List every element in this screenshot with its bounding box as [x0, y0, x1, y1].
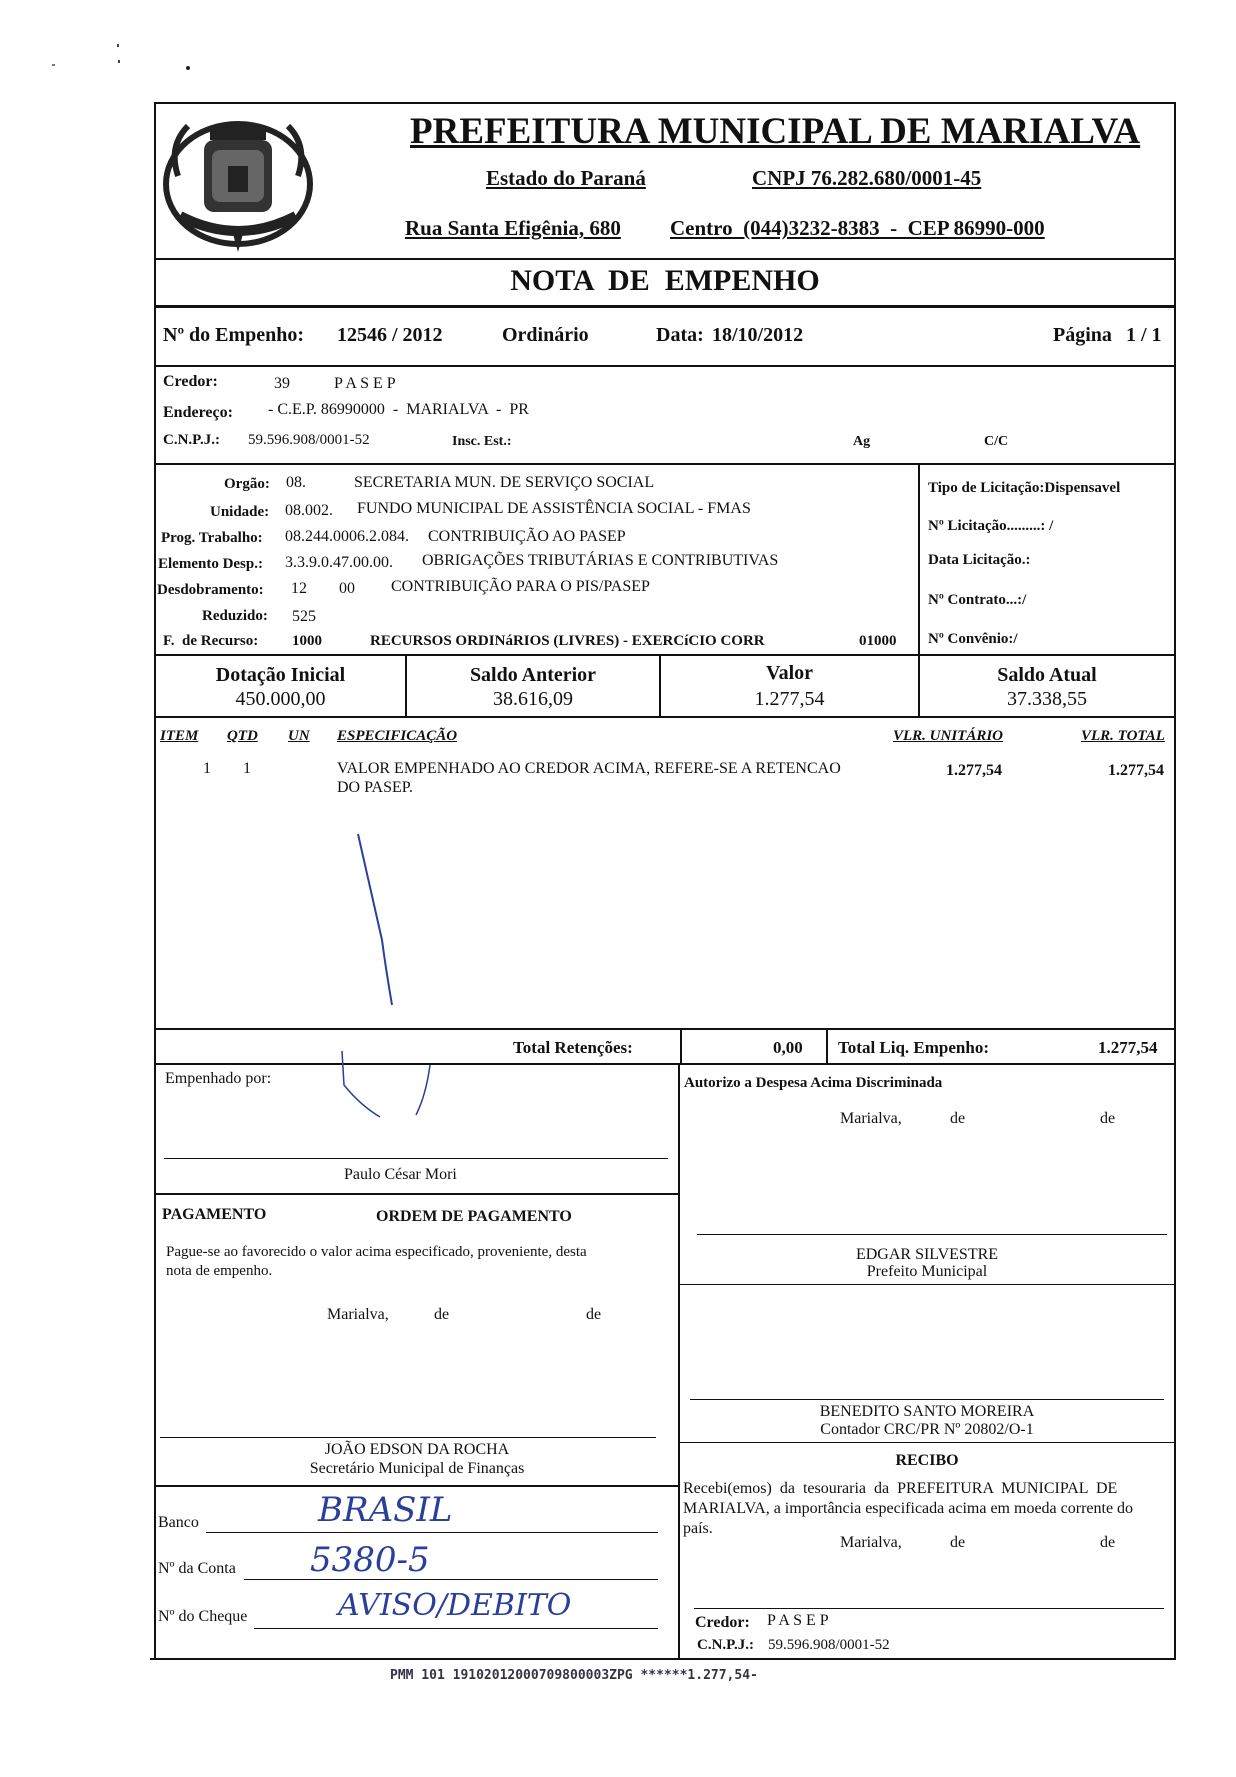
dotacao-label: Dotação Inicial — [215, 664, 346, 686]
col-valor-unitario: VLR. UNITÁRIO — [893, 728, 1004, 744]
total-liq-label: Total Liq. Empenho: — [838, 1038, 989, 1057]
ag-label: Ag — [853, 434, 871, 449]
prog-trabalho-label: Prog. Trabalho: — [161, 530, 263, 546]
conta-value: 5380-5 — [310, 1540, 430, 1580]
desdobramento-desc: CONTRIBUIÇÃO PARA O PIS/PASEP — [391, 578, 650, 595]
banco-value: BRASIL — [318, 1490, 453, 1530]
address-label: Rua Santa Efigênia, 680 — [405, 216, 621, 240]
prog-trabalho-desc: CONTRIBUIÇÃO AO PASEP — [428, 528, 626, 545]
prog-trabalho-code: 08.244.0006.2.084. — [285, 528, 409, 545]
recibo-de2: de — [1100, 1534, 1116, 1551]
total-retencoes-label: Total Retenções: — [513, 1038, 633, 1057]
dotacao-value: 450.000,00 — [235, 688, 326, 710]
recurso-desc: RECURSOS ORDINáRIOS (LIVRES) - EXERCíCIO CORR — [370, 633, 765, 649]
desdobramento-label: Desdobramento: — [157, 582, 264, 598]
recibo-label: RECIBO — [895, 1452, 959, 1469]
address-contact: Centro (044)3232-8383 - CEP 86990-000 — [670, 216, 1045, 240]
empenho-type: Ordinário — [502, 324, 589, 346]
scan-speck — [52, 64, 55, 66]
banco-label: Banco — [158, 1514, 199, 1531]
item-qtd: 1 — [243, 760, 251, 777]
scan-speck — [186, 66, 190, 70]
elemento-code: 3.3.9.0.47.00.00. — [285, 554, 393, 571]
pagamento-place: Marialva, — [327, 1306, 389, 1323]
empenho-number-label: Nº do Empenho: — [163, 324, 305, 346]
secretario-title: Secretário Municipal de Finanças — [309, 1460, 525, 1477]
empenhado-por-label: Empenhado por: — [165, 1070, 272, 1087]
empenhado-signature — [330, 1045, 450, 1125]
recibo-place: Marialva, — [840, 1534, 902, 1551]
scan-speck — [118, 60, 120, 63]
ordem-pagamento-label: ORDEM DE PAGAMENTO — [376, 1208, 572, 1225]
col-item: ITEM — [160, 728, 199, 744]
state-label: Estado do Paraná — [486, 166, 646, 190]
orgao-desc: SECRETARIA MUN. DE SERVIÇO SOCIAL — [354, 474, 655, 491]
autorizo-de1: de — [950, 1110, 966, 1127]
recibo-text1: Recebi(emos) da tesouraria da PREFEITURA MUNICIPAL DE — [683, 1480, 1118, 1497]
document-title: NOTA DE EMPENHO — [510, 264, 820, 297]
valor-value: 1.277,54 — [754, 688, 825, 710]
recurso-code: 1000 — [292, 633, 322, 649]
saldo-anterior-label: Saldo Anterior — [469, 664, 597, 686]
col-un: UN — [288, 728, 310, 744]
elemento-label: Elemento Desp.: — [158, 556, 263, 572]
item-unit-value: 1.277,54 — [946, 762, 1002, 779]
credor-code: 39 — [274, 375, 290, 392]
autorizo-de2: de — [1100, 1110, 1116, 1127]
credor-cnpj: 59.596.908/0001-52 — [248, 432, 370, 448]
col-valor-total: VLR. TOTAL — [1081, 728, 1165, 744]
pagamento-de2: de — [586, 1306, 602, 1323]
pagamento-label: PAGAMENTO — [162, 1206, 267, 1223]
conta-label: Nº da Conta — [158, 1560, 236, 1577]
item-desc-line2: DO PASEP. — [337, 779, 413, 796]
orgao-code: 08. — [286, 474, 306, 491]
recibo-text2: MARIALVA, a importância especificada acima em moeda corrente do — [683, 1500, 1134, 1517]
empenho-date-label: Data: — [656, 324, 704, 346]
recurso-label: F. de Recurso: — [163, 633, 259, 649]
insc-est-label: Insc. Est.: — [452, 434, 512, 449]
autorizo-place: Marialva, — [840, 1110, 902, 1127]
col-especificacao: ESPECIFICAÇÃO — [337, 728, 458, 744]
footer-code: PMM 101 19102012000709800003ZPG ******1.277,54- — [390, 1668, 758, 1683]
endereco-label: Endereço: — [163, 404, 233, 421]
contador-title: Contador CRC/PR Nº 20802/O-1 — [820, 1421, 1034, 1438]
credor-name: P A S E P — [334, 375, 396, 392]
cheque-label: Nº do Cheque — [158, 1608, 248, 1625]
data-licitacao: Data Licitação.: — [928, 552, 1031, 568]
saldo-atual-value: 37.338,55 — [1007, 688, 1087, 710]
numero-convenio: Nº Convênio:/ — [928, 631, 1018, 647]
item-total-value: 1.277,54 — [1108, 762, 1164, 779]
recurso-number: 01000 — [859, 633, 897, 649]
reduzido-value: 525 — [292, 608, 316, 625]
item-number: 1 — [203, 760, 211, 777]
numero-contrato: Nº Contrato...:/ — [928, 592, 1027, 608]
reduzido-label: Reduzido: — [202, 608, 268, 624]
tipo-licitacao: Tipo de Licitação:Dispensavel — [928, 480, 1121, 496]
contador-name: BENEDITO SANTO MOREIRA — [819, 1403, 1035, 1420]
prefeito-title: Prefeito Municipal — [866, 1263, 988, 1280]
elemento-desc: OBRIGAÇÕES TRIBUTÁRIAS E CONTRIBUTIVAS — [422, 552, 779, 569]
recibo-cnpj: 59.596.908/0001-52 — [768, 1637, 890, 1653]
coat-of-arms-logo — [158, 106, 318, 254]
item-desc-line1: VALOR EMPENHADO AO CREDOR ACIMA, REFERE-SE A RETENCAO — [337, 760, 841, 777]
orgao-label: Orgão: — [224, 476, 270, 492]
recibo-text3: país. — [683, 1520, 713, 1537]
unidade-code: 08.002. — [285, 502, 333, 519]
credor-cnpj-label: C.N.P.J.: — [163, 432, 220, 448]
cheque-value: AVISO/DEBITO — [338, 1588, 572, 1623]
cc-label: C/C — [984, 434, 1009, 449]
prefeito-name: EDGAR SILVESTRE — [855, 1246, 999, 1263]
municipality-title: PREFEITURA MUNICIPAL DE MARIALVA — [410, 111, 1141, 152]
scan-speck — [117, 44, 119, 47]
autorizo-label: Autorizo a Despesa Acima Discriminada — [684, 1075, 943, 1091]
valor-label: Valor — [765, 662, 814, 684]
total-retencoes-value: 0,00 — [773, 1038, 803, 1057]
pagamento-de1: de — [434, 1306, 450, 1323]
total-liq-value: 1.277,54 — [1098, 1038, 1158, 1057]
pagamento-text1: Pague-se ao favorecido o valor acima especificado, proveniente, desta — [166, 1244, 587, 1260]
recibo-credor: P A S E P — [767, 1612, 829, 1629]
recibo-credor-label: Credor: — [695, 1614, 750, 1631]
cancel-stroke — [352, 830, 412, 1010]
empenho-date: 18/10/2012 — [712, 324, 804, 346]
desdobramento-code1: 12 — [291, 580, 307, 597]
empenho-number: 12546 / 2012 — [337, 324, 443, 346]
recibo-de1: de — [950, 1534, 966, 1551]
numero-licitacao: Nº Licitação.........: / — [928, 518, 1054, 534]
empenhado-name: Paulo César Mori — [344, 1166, 457, 1183]
pagamento-text2: nota de empenho. — [166, 1263, 273, 1279]
page-label: Página — [1053, 324, 1112, 346]
cnpj-label: CNPJ 76.282.680/0001-45 — [752, 166, 982, 190]
page-number: 1 / 1 — [1126, 324, 1162, 346]
unidade-label: Unidade: — [210, 504, 270, 520]
desdobramento-code2: 00 — [339, 580, 355, 597]
col-qtd: QTD — [227, 728, 258, 744]
secretario-name: JOÃO EDSON DA ROCHA — [324, 1441, 510, 1458]
saldo-anterior-value: 38.616,09 — [493, 688, 573, 710]
recibo-cnpj-label: C.N.P.J.: — [697, 1637, 754, 1653]
credor-label: Credor: — [163, 373, 218, 390]
unidade-desc: FUNDO MUNICIPAL DE ASSISTÊNCIA SOCIAL - FMAS — [357, 500, 751, 517]
saldo-atual-label: Saldo Atual — [997, 664, 1097, 686]
endereco-value: - C.E.P. 86990000 - MARIALVA - PR — [268, 401, 529, 418]
